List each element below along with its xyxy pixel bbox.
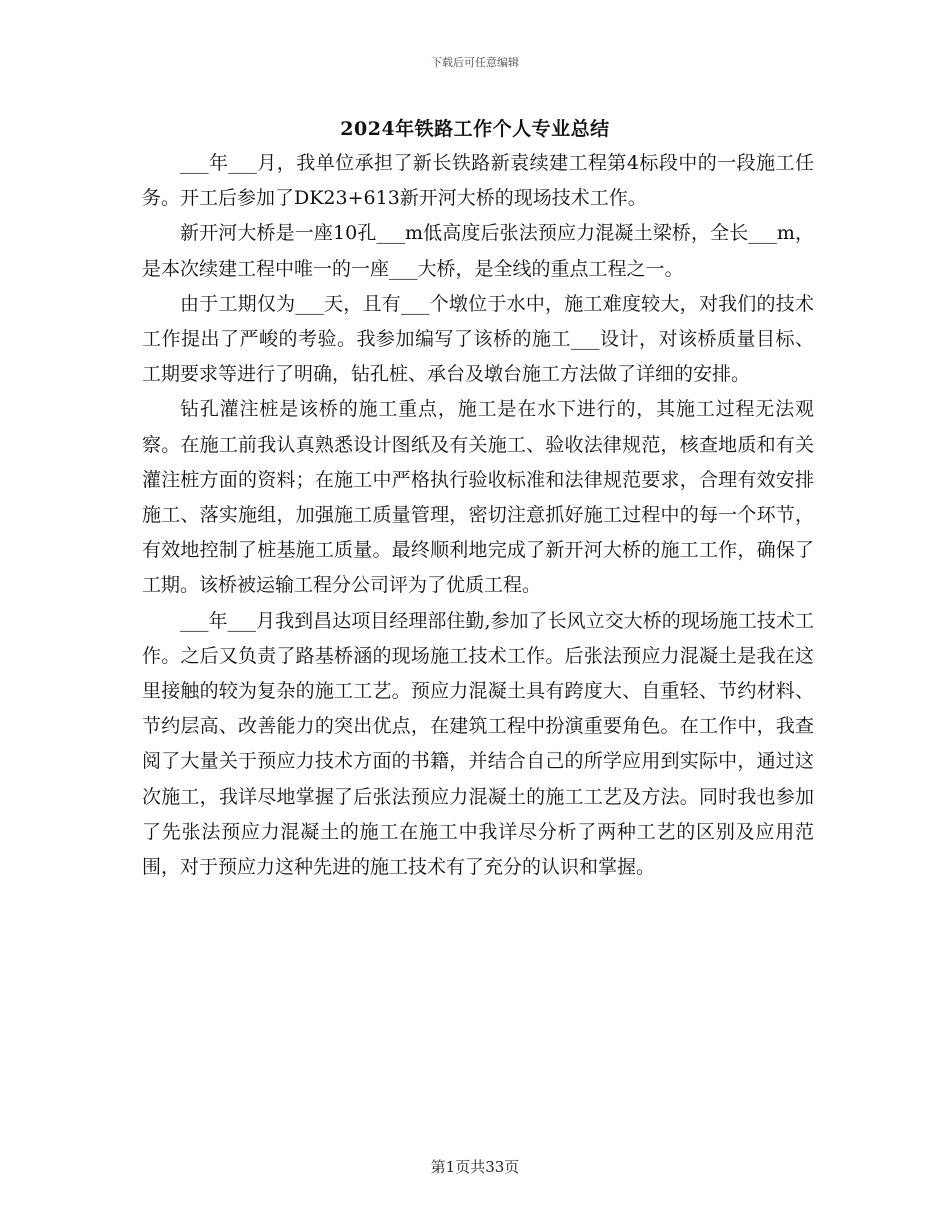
paragraph-1: ___年___月，我单位承担了新长铁路新袁续建工程第4标段中的一段施工任务。开工后参加了DK23+613新开河大桥的现场技术工作。 — [142, 152, 814, 210]
document-body — [142, 146, 814, 885]
document-title: 2024年铁路工作个人专业总结 — [340, 118, 610, 140]
paragraph-2: 新开河大桥是一座10孔___m低高度后张法预应力混凝土梁桥，全长___m，是本次续建工程中唯一的一座___大桥，是全线的重点工程之一。 — [142, 222, 814, 280]
paragraph-3: 由于工期仅为___天，且有___个墩位于水中，施工难度较大，对我们的技术工作提出了严峻的考验。我参加编写了该桥的施工___设计，对该桥质量目标、工期要求等进行了明确，钻孔桩、承台及墩台施工方法做了详细的安排。 — [142, 292, 814, 386]
paragraph-5: ___年___月我到昌达项目经理部住勤,参加了长风立交大桥的现场施工技术工作。之后又负责了路基桥涵的现场施工技术工作。后张法预应力混凝土是我在这里接触的较为复杂的施工工艺。预应力混凝土具有跨度大、自重轻、节约材料、节约层高、改善能力的突出优点，在建筑工程中扮演重要角色。在工作中，我查阅了大量关于预应力技术方面的书籍，并结合自己的所学应用到实际中，通过这次施工，我详尽地掌握了后张法预应力混凝土的施工工艺及方法。同时我也参加了先张法预应力混凝土的施工在施工中我详尽分析了两种工艺的区别及应用范围，对于预应力这种先进的施工技术有了充分的认识和掌握。 — [142, 609, 814, 879]
paragraph-4: 钻孔灌注桩是该桥的施工重点，施工是在水下进行的，其施工过程无法观察。在施工前我认真熟悉设计图纸及有关施工、验收法律规范，核查地质和有关灌注桩方面的资料；在施工中严格执行验收标准和法律规范要求，合理有效安排施工、落实施组，加强施工质量管理，密切注意抓好施工过程中的每一个环节，有效地控制了桩基施工质量。最终顺利地完成了新开河大桥的施工工作，确保了工期。该桥被运输工程分公司评为了优质工程。 — [142, 398, 814, 597]
page-footer: 第1页共33页 — [430, 1158, 520, 1176]
header-note: 下载后可任意编辑 — [431, 56, 519, 69]
